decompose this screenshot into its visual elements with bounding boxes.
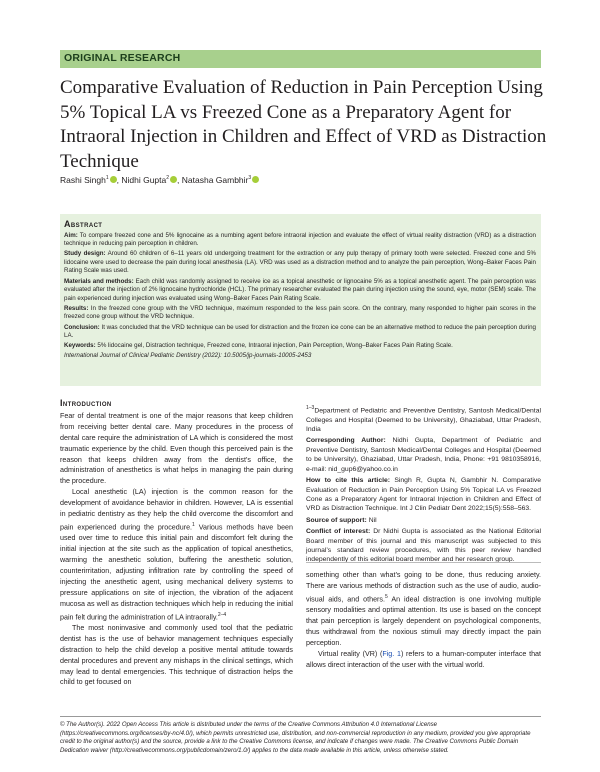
how-to-cite-label: How to cite this article:	[306, 477, 391, 485]
author-name: Natasha Gambhir	[181, 175, 249, 185]
intro-p2-text-b: Various methods have been used over time to reduce this initial pain and discomfort felt during the initial injection at the site such as the application of topical anesthetics, warming the anesthetic solution, buffering the anesthetic solution, counterirritation, adjusting infiltration rate by controlling the speed of injecting the anesthetic agent, using mechanical delivery systems to pressure applications on site of injection, the vibration of the adjacent mucosa as well as distraction techniques which help in reducing the initial pain felt during the administration of LA intraorally.	[60, 523, 293, 621]
abstract-aim-label: Aim:	[64, 231, 78, 239]
abstract-results-label: Results:	[64, 304, 89, 312]
abstract-keywords-label: Keywords:	[64, 342, 96, 350]
journal-citation: International Journal of Clinical Pediatric Dentistry (2022): 10.5005/jp-journals-10005-2453	[64, 352, 312, 360]
orcid-icon[interactable]	[252, 176, 259, 183]
divider	[306, 562, 541, 563]
body-p1-text-a: something other than what’s going to be done, thus reducing anxiety. There are various methods of distraction such as the use of audio, audio-visual aids, and others.	[306, 571, 541, 604]
abstract-conclusion	[64, 324, 536, 341]
article-title: Comparative Evaluation of Reduction in Pain Perception Using 5% Topical LA vs Freezed Cone as a Preparatory Agent for Intraoral Injection in Children and Effect of VRD as Distraction Technique	[60, 77, 547, 172]
section-badge	[60, 50, 541, 68]
affiliation-text: Department of Pediatric and Preventive Dentistry, Santosh Medical/Dental Colleges and Hospital (Deemed to be University), Ghaziabad, Uttar Pradesh, India	[306, 407, 541, 434]
author-list: Rashi Singh$^1$ , Nidhi Gupta$^2$ , Natasha Gambhir$^3$	[60, 175, 259, 185]
corresponding-text: Nidhi Gupta, Department of Pediatric and Preventive Dentistry, Santosh Medical/Dental Colleges and Hospital (Deemed to be University), Ghaziabad, Uttar Pradesh, India, Phone: +91 9810358916, e-mail: nid_gup6@yahoo.co.in	[306, 437, 541, 473]
orcid-icon[interactable]	[170, 176, 177, 183]
reference-link[interactable]: 1	[192, 521, 195, 528]
abstract-methods	[64, 278, 536, 304]
right-column-body	[306, 570, 541, 671]
conflict-text: Dr Nidhi Gupta is associated as the National Editorial Board member of this journal and this manuscript was subjected to this journal’s standard review procedures, with this peer review handled independently of this editorial board member and her research group.	[306, 528, 541, 564]
figure-link[interactable]: Fig. 1	[382, 649, 401, 658]
author-name: Nidhi Gupta	[121, 175, 167, 185]
affiliation-sup: 1–3	[306, 405, 315, 411]
conflict-of-interest	[306, 527, 541, 565]
license-footer: © The Author(s). 2022 Open Access This article is distributed under the terms of the Creative Commons Attribution 4.0 International License (https://creativecommons.org/licenses/by-nc/4.0/), which permits unrestricted use, distribution, and non-commercial reproduction in any medium, provided you give appropriate credit to the original author(s) and the source, provide a link to the Creative Commons license, and indicate if changes were made. The Creative Commons Public Domain Dedication waiver (http://creativecommons.org/publicdomain/zero/1.0/) applies to the data made available in this article, unless otherwise stated.	[60, 716, 541, 755]
introduction-heading: Introduction	[60, 398, 112, 408]
how-to-cite	[306, 476, 541, 514]
support-text: Nil	[368, 516, 377, 524]
abstract-conclusion-label: Conclusion:	[64, 323, 100, 331]
abstract-conclusion-text: It was concluded that the VRD technique can be used for distraction and the frozen ice cone can be an alternative method to reduce the pain perception during LA.	[64, 323, 536, 340]
abstract-aim-text: To compare freezed cone and 5% lignocaine as a numbing agent before intraoral injection and evaluate the effect of virtual reality distraction (VRD) as a distraction technique in reducing pain perception in children.	[64, 231, 536, 248]
abstract-design	[64, 250, 536, 276]
intro-paragraph-3: The most noninvasive and commonly used tool that the pediatric dentist has is the use of behavior management techniques especially distraction to help the child develop a positive mental attitude towards dental procedures and prevent any mishaps in the clinical settings, which may lead to dental emergencies. This technique of distraction helps the child to get focused on	[60, 623, 293, 687]
abstract-aim	[64, 232, 536, 249]
author-affil-sup: 1	[105, 175, 109, 182]
author-affil-sup: 2	[166, 175, 170, 182]
intro-paragraph-2	[60, 487, 293, 623]
abstract-keywords-text: 5% lidocaine gel, Distraction technique, Freezed cone, Intraoral injection, Pain Perception, Wong–Baker Faces Pain Rating Scale.	[97, 342, 453, 350]
left-column	[60, 398, 293, 688]
conflict-label: Conflict of interest:	[306, 528, 371, 536]
support-label: Source of support:	[306, 516, 367, 524]
reference-link[interactable]: 5	[385, 593, 388, 600]
reference-link[interactable]: 2–4	[217, 611, 227, 618]
corresponding-author	[306, 436, 541, 474]
body-paragraph-2	[306, 649, 541, 671]
intro-p2-text-a: Local anesthetic (LA) injection is the common reason for the development of avoidance behavior in children. However, LA is essential in pediatric dentistry as they help the child overcome the discomfort and pain experienced during the procedure.	[60, 488, 293, 532]
right-column-metadata	[306, 404, 541, 567]
section-label: ORIGINAL RESEARCH	[64, 52, 181, 64]
intro-paragraph-1: Fear of dental treatment is one of the major reasons that keep children from receiving better dental care. Many procedures in the process of dental care require the administration of LA which is considered the most traumatic experience by the child. Even though this perceived pain is the reason that keeps children away from the dentist’s office, the administration of anesthetics is what helps in managing the pain during the procedure.	[60, 411, 293, 486]
corresponding-label: Corresponding Author:	[306, 437, 386, 445]
body-paragraph-1	[306, 570, 541, 649]
abstract-methods-label: Materials and methods:	[64, 277, 134, 285]
affiliation	[306, 404, 541, 434]
orcid-icon[interactable]	[110, 176, 117, 183]
abstract-keywords	[64, 342, 536, 351]
abstract-design-label: Study design:	[64, 250, 106, 258]
source-of-support	[306, 516, 541, 525]
abstract-results-text: In the freezed cone group with the VRD technique, maximum responded to the less pain score. On the contrary, many responded to higher pain scores in the freezed cone group without the VRD technique.	[64, 304, 536, 321]
abstract-methods-text: Each child was randomly assigned to receive ice as a topical anesthetic or lignocaine 5% as a topical anesthetic agent. The pain perception was evaluated after the injection of 2% lignocaine hydrochloride (HCL). The primary researcher evaluated the pain during injection using the sound, eye, motor (SEM) scale. The pain experienced during injection was evaluated using Wong–Baker Faces Pain Rating Scale.	[64, 277, 536, 302]
body-p1-text-b: An ideal distraction is one involving multiple sensory modalities and optimal attention. Its use is based on the concept that pain perception is largely dependent on psychological components, thus withdrawal from the noxious stimuli may directly impact the pain perception.	[306, 595, 541, 647]
abstract-heading: Abstract	[64, 219, 103, 229]
abstract-results	[64, 305, 536, 322]
author-name: Rashi Singh	[60, 175, 106, 185]
body-p2-text-b: ) refers to a human-computer interface that allows direct interaction of the user with the virtual world.	[306, 649, 542, 669]
abstract-design-text: Around 60 children of 6–11 years old undergoing treatment for the extraction or any pulp therapy of primary tooth were selected. Freezed cone and 5% lidocaine were used to decrease the pain during local anesthesia (LA). VRD was used as a distraction method and to analyze the pain perception, Wong–Baker Faces Pain Rating Scale was used.	[64, 250, 536, 275]
abstract-box	[60, 214, 541, 386]
body-p2-text-a: Virtual reality (VR) (	[318, 649, 383, 658]
author-affil-sup: 3	[248, 175, 252, 182]
how-to-cite-text: Singh R, Gupta N, Gambhir N. Comparative Evaluation of Reduction in Pain Perception Using 5% Topical LA vs Freezed Cone as a Preparatory Agent for Intraoral Injection in Children and Effect of VRD as Distraction Technique. Int J Clin Pediatr Dent 2022;15(5):558–563.	[306, 477, 542, 513]
